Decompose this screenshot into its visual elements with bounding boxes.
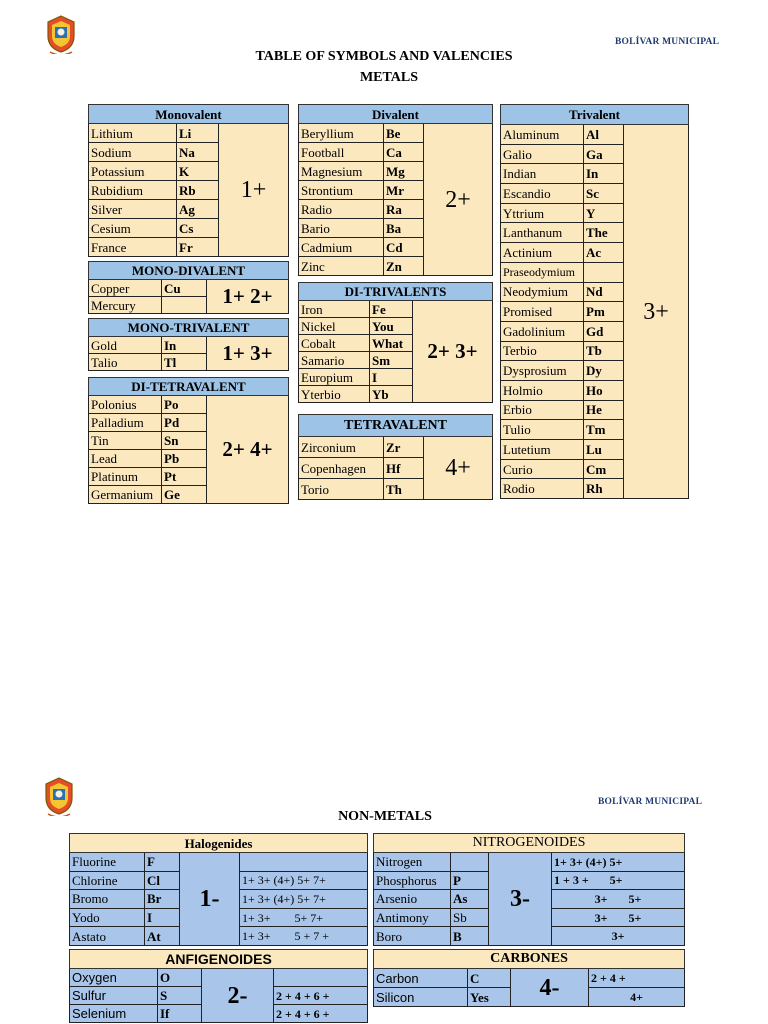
element-name: Curio	[501, 459, 584, 479]
element-name: Boro	[374, 927, 451, 946]
element-symbol: Ba	[384, 219, 424, 238]
anfigenoides-table	[69, 949, 368, 1023]
element-symbol: Pm	[584, 302, 624, 322]
element-name: Bario	[299, 219, 384, 238]
element-symbol: Cu	[162, 280, 207, 297]
element-symbol: Tb	[584, 341, 624, 361]
element-name: Zirconium	[299, 437, 384, 458]
element-name: Palladium	[89, 414, 162, 432]
element-name: Lutetium	[501, 440, 584, 460]
positive-valences: 2 + 4 + 6 +	[274, 1005, 368, 1023]
element-symbol: Lu	[584, 440, 624, 460]
positive-valences	[274, 969, 368, 987]
element-symbol: Zr	[384, 437, 424, 458]
element-symbol: Hf	[384, 458, 424, 479]
element-name: Germanium	[89, 486, 162, 504]
school-name: BOLÍVAR MUNICIPAL	[615, 37, 720, 47]
table-title: TETRAVALENT	[299, 415, 493, 437]
element-symbol: In	[162, 337, 207, 354]
element-name: Strontium	[299, 181, 384, 200]
element-symbol: Yb	[370, 386, 413, 403]
element-name: Radio	[299, 200, 384, 219]
element-name: Gadolinium	[501, 321, 584, 341]
valence-value: 2+ 3+	[413, 301, 493, 403]
table-title: MONO-DIVALENT	[89, 262, 289, 280]
monovalent-table	[88, 104, 289, 257]
page-subtitle: METALS	[359, 70, 419, 85]
mono-trivalent-table	[88, 318, 289, 371]
element-name: Galio	[501, 144, 584, 164]
element-symbol: Mg	[384, 162, 424, 181]
element-name: Football	[299, 143, 384, 162]
element-name: Indian	[501, 164, 584, 184]
element-symbol: I	[145, 908, 180, 927]
element-symbol: K	[177, 162, 219, 181]
element-symbol: S	[158, 987, 202, 1005]
element-symbol: You	[370, 318, 413, 335]
positive-valences	[240, 853, 368, 872]
element-name: Europium	[299, 369, 370, 386]
element-name: Polonius	[89, 396, 162, 414]
positive-valences: 3+	[552, 927, 685, 946]
element-name: Phosphorus	[374, 871, 451, 890]
element-symbol: Mr	[384, 181, 424, 200]
positive-valences: 4+	[589, 988, 685, 1007]
element-symbol: Tm	[584, 420, 624, 440]
element-symbol: Sc	[584, 184, 624, 204]
element-name: Carbon	[374, 969, 468, 988]
negative-valence: 4-	[511, 969, 589, 1007]
element-symbol: Ag	[177, 200, 219, 219]
element-name: Nitrogen	[374, 853, 451, 872]
element-name: Potassium	[89, 162, 177, 181]
di-tetravalent-table	[88, 377, 289, 504]
element-symbol: Gd	[584, 321, 624, 341]
element-name: Torio	[299, 479, 384, 500]
positive-valences: 1+ 3+ (4+) 5+ 7+	[240, 890, 368, 909]
element-symbol: Br	[145, 890, 180, 909]
element-name: Lanthanum	[501, 223, 584, 243]
element-symbol: P	[451, 871, 489, 890]
table-title: Divalent	[299, 105, 493, 124]
element-symbol: Tl	[162, 354, 207, 371]
element-name: Erbio	[501, 400, 584, 420]
positive-valences: 1+ 3+ 5 + 7 +	[240, 927, 368, 946]
halogenides-table	[69, 833, 368, 946]
valence-value: 2+	[424, 124, 493, 276]
element-symbol: Cd	[384, 238, 424, 257]
table-title: DI-TETRAVALENT	[89, 378, 289, 396]
element-symbol: Sn	[162, 432, 207, 450]
element-name: Mercury	[89, 297, 162, 314]
element-symbol: Ra	[384, 200, 424, 219]
element-name: Praseodymium	[501, 262, 584, 282]
element-name: Silver	[89, 200, 177, 219]
element-name: Beryllium	[299, 124, 384, 143]
element-name: Talio	[89, 354, 162, 371]
element-name: Nickel	[299, 318, 370, 335]
element-name: Copper	[89, 280, 162, 297]
page-title: NON-METALS	[338, 809, 432, 824]
element-symbol: Cm	[584, 459, 624, 479]
school-crest-icon	[44, 14, 78, 54]
table-title: Monovalent	[89, 105, 289, 124]
element-symbol: In	[584, 164, 624, 184]
valence-value: 1+	[219, 124, 289, 257]
valence-value: 1+ 2+	[207, 280, 289, 314]
element-symbol: Ac	[584, 243, 624, 263]
element-name: Promised	[501, 302, 584, 322]
element-symbol: Pb	[162, 450, 207, 468]
di-trivalents-table	[298, 282, 493, 403]
element-name: Copenhagen	[299, 458, 384, 479]
element-symbol: Fr	[177, 238, 219, 257]
element-name: Escandio	[501, 184, 584, 204]
element-symbol: If	[158, 1005, 202, 1023]
element-name: Dysprosium	[501, 361, 584, 381]
divalent-table	[298, 104, 493, 276]
element-name: Rodio	[501, 479, 584, 499]
element-symbol: He	[584, 400, 624, 420]
valence-value: 4+	[424, 437, 493, 500]
element-symbol: Zn	[384, 257, 424, 276]
valence-value: 3+	[624, 125, 689, 499]
positive-valences: 1 + 3 + 5+	[552, 871, 685, 890]
element-name: Terbio	[501, 341, 584, 361]
element-name: Antimony	[374, 908, 451, 927]
school-name: BOLÍVAR MUNICIPAL	[598, 797, 703, 807]
table-title: DI-TRIVALENTS	[299, 283, 493, 301]
element-symbol: Sb	[451, 908, 489, 927]
positive-valences: 1+ 3+ (4+) 5+ 7+	[240, 871, 368, 890]
table-title: ANFIGENOIDES	[70, 950, 368, 969]
element-symbol: Cl	[145, 871, 180, 890]
element-symbol: Pt	[162, 468, 207, 486]
positive-valences: 2 + 4 +	[589, 969, 685, 988]
element-name: Neodymium	[501, 282, 584, 302]
element-symbol: Dy	[584, 361, 624, 381]
element-name: Rubidium	[89, 181, 177, 200]
element-symbol: Na	[177, 143, 219, 162]
element-symbol: Ca	[384, 143, 424, 162]
element-symbol: Li	[177, 124, 219, 143]
element-name: Silicon	[374, 988, 468, 1007]
element-symbol: Cs	[177, 219, 219, 238]
element-symbol: Y	[584, 203, 624, 223]
element-name: Magnesium	[299, 162, 384, 181]
element-symbol: Sm	[370, 352, 413, 369]
valence-value: 2+ 4+	[207, 396, 289, 504]
element-symbol: Rb	[177, 181, 219, 200]
element-name: Cadmium	[299, 238, 384, 257]
element-symbol: Pd	[162, 414, 207, 432]
element-symbol: At	[145, 927, 180, 946]
table-title: Halogenides	[70, 834, 368, 853]
element-name: Arsenio	[374, 890, 451, 909]
positive-valences: 2 + 4 + 6 +	[274, 987, 368, 1005]
element-name: Fluorine	[70, 853, 145, 872]
element-name: France	[89, 238, 177, 257]
element-name: Lead	[89, 450, 162, 468]
table-title: MONO-TRIVALENT	[89, 319, 289, 337]
element-name: Selenium	[70, 1005, 158, 1023]
element-name: Zinc	[299, 257, 384, 276]
table-title: Trivalent	[501, 105, 689, 125]
element-symbol: Be	[384, 124, 424, 143]
element-symbol	[451, 853, 489, 872]
element-symbol: Ho	[584, 380, 624, 400]
positive-valences: 1+ 3+ (4+) 5+	[552, 853, 685, 872]
negative-valence: 1-	[180, 853, 240, 946]
element-symbol: Yes	[468, 988, 511, 1007]
element-symbol: C	[468, 969, 511, 988]
element-name: Tulio	[501, 420, 584, 440]
table-title: NITROGENOIDES	[374, 834, 685, 853]
element-name: Yttrium	[501, 203, 584, 223]
negative-valence: 3-	[489, 853, 552, 946]
element-name: Samario	[299, 352, 370, 369]
element-symbol: B	[451, 927, 489, 946]
element-name: Chlorine	[70, 871, 145, 890]
element-symbol: Rh	[584, 479, 624, 499]
mono-divalent-table	[88, 261, 289, 314]
element-name: Oxygen	[70, 969, 158, 987]
element-symbol: F	[145, 853, 180, 872]
negative-valence: 2-	[202, 969, 274, 1023]
element-name: Yodo	[70, 908, 145, 927]
element-symbol: Fe	[370, 301, 413, 318]
element-name: Gold	[89, 337, 162, 354]
element-symbol: I	[370, 369, 413, 386]
element-symbol: Ga	[584, 144, 624, 164]
element-symbol: Ge	[162, 486, 207, 504]
element-symbol	[584, 262, 624, 282]
element-name: Aluminum	[501, 125, 584, 145]
positive-valences: 1+ 3+ 5+ 7+	[240, 908, 368, 927]
element-name: Cobalt	[299, 335, 370, 352]
element-symbol: Al	[584, 125, 624, 145]
element-name: Actinium	[501, 243, 584, 263]
positive-valences: 3+ 5+	[552, 890, 685, 909]
valence-value: 1+ 3+	[207, 337, 289, 371]
element-symbol: Nd	[584, 282, 624, 302]
element-name: Sulfur	[70, 987, 158, 1005]
element-name: Yterbio	[299, 386, 370, 403]
element-symbol	[162, 297, 207, 314]
element-name: Sodium	[89, 143, 177, 162]
element-symbol: The	[584, 223, 624, 243]
element-name: Lithium	[89, 124, 177, 143]
element-name: Cesium	[89, 219, 177, 238]
element-name: Holmio	[501, 380, 584, 400]
element-symbol: Po	[162, 396, 207, 414]
element-name: Platinum	[89, 468, 162, 486]
element-symbol: Th	[384, 479, 424, 500]
element-name: Tin	[89, 432, 162, 450]
element-symbol: O	[158, 969, 202, 987]
element-name: Astato	[70, 927, 145, 946]
table-title: CARBONES	[374, 950, 685, 969]
element-name: Bromo	[70, 890, 145, 909]
element-symbol: What	[370, 335, 413, 352]
page-title: TABLE OF SYMBOLS AND VALENCIES	[255, 49, 513, 64]
element-symbol: As	[451, 890, 489, 909]
trivalent-table	[500, 104, 689, 499]
positive-valences: 3+ 5+	[552, 908, 685, 927]
carbones-table	[373, 949, 685, 1007]
element-name: Iron	[299, 301, 370, 318]
tetravalent-table	[298, 414, 493, 500]
school-crest-icon	[42, 776, 76, 816]
nitrogenoides-table	[373, 833, 685, 946]
